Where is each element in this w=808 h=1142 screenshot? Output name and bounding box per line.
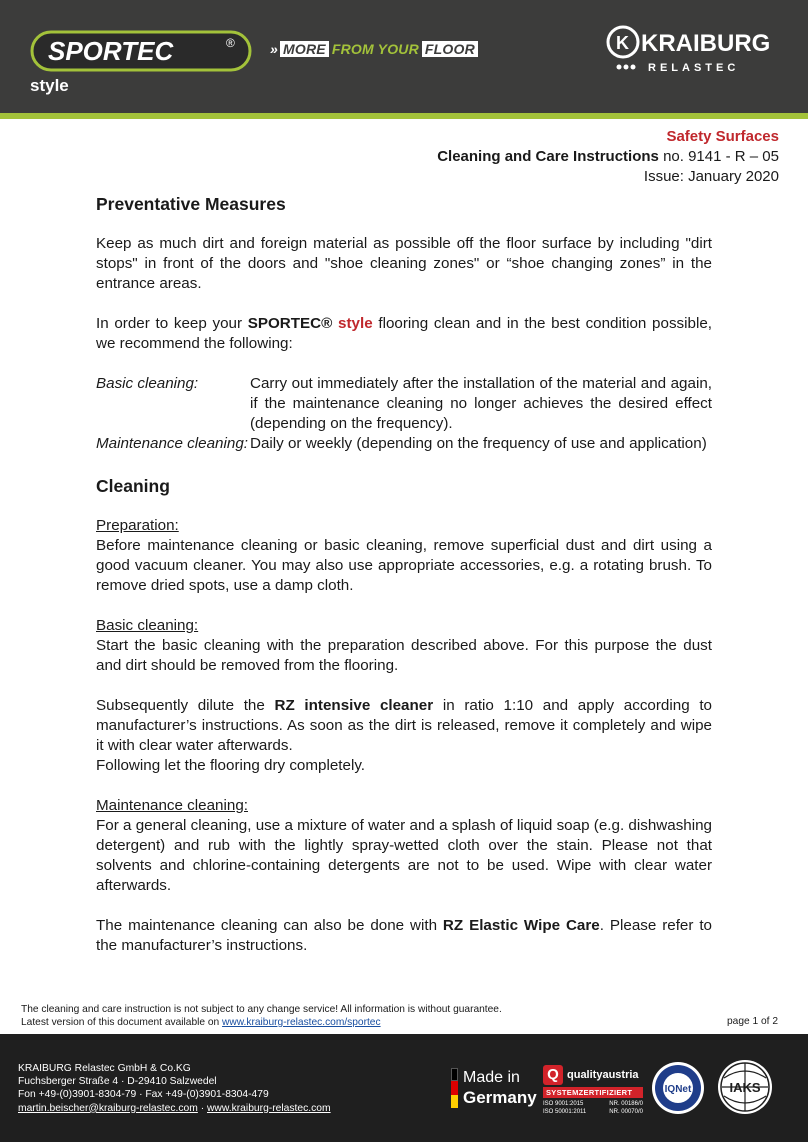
subheading-preparation: Preparation: [96,517,179,534]
subheading-basic-cleaning: Basic cleaning: [96,617,199,634]
company-info [18,1062,331,1115]
paragraph-recommend: In order to keep your SPORTEC® style flooring clean and in the best condition possible, we recommend the following: [96,315,712,352]
paragraph-basic-cleaning: Start the basic cleaning with the preparation described above. For this purpose the dust and dirt should be removed from the flooring. [96,637,712,674]
definition-basic-cleaning [96,374,712,434]
quality-austria-badge: Q qualityaustria SYSTEMZERTIFIZIERT ISO 9001:2015 ISO 50001:2011 NR. 00186/0 NR. 00070/0 [543,1066,643,1115]
iaks-logo-icon [716,1058,774,1116]
relastec-wordmark: RELASTEC [648,62,740,74]
svg-text:IQNet: IQNet [664,1084,692,1095]
doc-title: Cleaning and Care Instructions no. 9141 - R – 05 [437,148,779,165]
desc-maintenance-cleaning: Daily or weekly (depending on the frequency of use and application) [250,435,707,452]
qa-certified-bar: SYSTEMZERTIFIZIERT [543,1087,643,1098]
made-in-text: Made in [463,1069,520,1086]
page-number: page 1 of 2 [727,1016,778,1027]
kraiburg-wordmark: KRAIBURG [641,30,771,57]
quality-austria-q-icon: Q [543,1065,563,1085]
desc-basic-cleaning: Carry out immediately after the installation of the material and again, if the maintenance cleaning no longer achieves the desired effect (depending on the frequency). [250,375,712,432]
doc-category: Safety Surfaces [666,128,779,145]
footnote-disclaimer: The cleaning and care instruction is not subject to any change service! All information is without guarantee. [21,1004,502,1015]
company-address: Fuchsberger Straße 4 · D-29410 Salzwedel [18,1076,217,1088]
term-maintenance-cleaning: Maintenance cleaning: [96,435,248,452]
footnote-latest-version: Latest version of this document available on www.kraiburg-relastec.com/sportec [21,1017,381,1028]
document-body [96,192,712,976]
paragraph-dirt-stops: Keep as much dirt and foreign material as possible off the floor surface by including "dirt stops" in front of the doors and "shoe cleaning zones" or “shoe changing zones” in the entrance areas. [96,235,712,292]
heading-cleaning: Cleaning [96,476,170,496]
company-name: KRAIBURG Relastec GmbH & Co.KG [18,1063,191,1074]
qa-name: qualityaustria [567,1069,639,1081]
made-in-germany-badge [451,1066,539,1110]
company-phone: Fon +49-(0)3901-8304-79 · Fax +49-(0)3901-8304-479 [18,1089,269,1101]
document-heading [437,127,779,187]
kraiburg-logo [606,22,774,74]
paragraph-maintenance: For a general cleaning, use a mixture of water and a splash of liquid soap (e.g. dishwashing detergent) and rub with the lightly spray-wetted cloth over the stain. Please not that solvents and chlorine-containing detergents are not to be used. Wipe with clear water afterwards. [96,817,712,894]
germany-text: Germany [463,1088,537,1107]
website-link[interactable]: www.kraiburg-relastec.com [207,1102,331,1114]
email-link[interactable]: martin.beischer@kraiburg-relastec.com [18,1102,198,1114]
slogan [270,41,478,57]
sportec-link[interactable]: www.kraiburg-relastec.com/sportec [222,1017,381,1028]
slogan-more: MORE [280,41,329,57]
header-bar [0,0,808,113]
paragraph-dilute: Subsequently dilute the RZ intensive cleaner in ratio 1:10 and apply according to manufacturer’s instructions. As soon as the dirt is released, remove it completely and wipe it with clear water afterwards. [96,697,712,754]
german-flag-icon [451,1068,458,1108]
company-contact: martin.beischer@kraiburg-relastec.com · www.kraiburg-relastec.com [18,1102,331,1114]
svg-text:IAKS: IAKS [729,1080,761,1095]
term-basic-cleaning: Basic cleaning: [96,375,199,392]
doc-issue: Issue: January 2020 [643,168,779,185]
header-accent-stripe [0,113,808,119]
chevron-double-icon: » [270,41,278,57]
paragraph-wipe-care: The maintenance cleaning can also be done with RZ Elastic Wipe Care. Please refer to the manufacturer’s instructions. [96,917,712,954]
slogan-mid: FROM YOUR [331,41,419,57]
paragraph-dry: Following let the flooring dry completely. [96,757,365,774]
paragraph-preparation: Before maintenance cleaning or basic cleaning, remove superficial dust and dirt using a good vacuum cleaner. You may also use appropriate accessories, e.g. a rotating brush. To remove dried spots, use a damp cloth. [96,537,712,594]
brand-text: SPORTEC [48,36,174,66]
slogan-floor: FLOOR [422,41,478,57]
svg-text:K: K [616,33,629,53]
brand-mark: ® [226,36,235,50]
footer-bar [0,1034,808,1142]
footnote [21,1003,502,1029]
sportec-logo [30,30,252,72]
style-label: style [30,76,69,95]
iqnet-seal-icon [650,1060,706,1116]
heading-preventative-measures: Preventative Measures [96,194,286,214]
subheading-maintenance-cleaning: Maintenance cleaning: [96,797,248,814]
definition-maintenance-cleaning [96,434,712,454]
